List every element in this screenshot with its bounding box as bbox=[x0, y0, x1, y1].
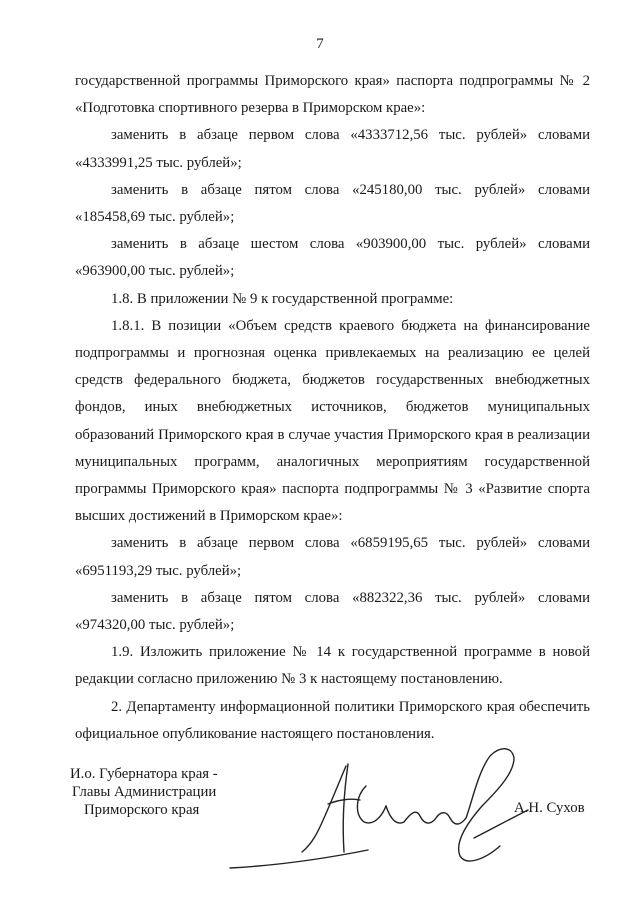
signatory-position-line: Приморского края bbox=[84, 802, 200, 818]
signature-stroke bbox=[386, 806, 466, 824]
signature-stroke bbox=[230, 850, 368, 868]
signature-stroke bbox=[459, 749, 514, 861]
signature-stroke bbox=[302, 766, 346, 852]
signatory-position bbox=[68, 765, 218, 819]
paragraph-replace-1: заменить в абзаце первом слова «4333712,56 тыс. рублей» словами «4333991,25 тыс. рублей»; bbox=[75, 127, 590, 171]
signatory-position-line: Главы Администрации bbox=[72, 784, 217, 800]
paragraph-replace-3: заменить в абзаце шестом слова «903900,00 тыс. рублей» словами «963900,00 тыс. рублей»; bbox=[75, 236, 590, 280]
page-number: 7 bbox=[316, 36, 324, 52]
paragraph-item-1-8-1: 1.8.1. В позиции «Объем средств краевого бюджета на финансирование подпрограммы и прогнозная оценка привлекаемых на реализацию ее целей средств федерального бюджета, бюджетов государственных внебюджетных фондов, иных внебюджетных источников, бюджетов муниципальных образований Приморского края в случае участия Приморского края в реализации муниципальных программ, аналогичных мероприятиям государственной программы Приморского края» паспорта подпрограммы № 3 «Развитие спорта высших достижений в Приморском крае»: bbox=[75, 317, 590, 525]
document-body bbox=[75, 68, 590, 748]
signatory-position-line: И.о. Губернатора края - bbox=[70, 766, 218, 782]
signature-stroke bbox=[343, 764, 348, 852]
handwritten-signature bbox=[228, 742, 544, 870]
paragraph-replace-5: заменить в абзаце пятом слова «882322,36 тыс. рублей» словами «974320,00 тыс. рублей»; bbox=[75, 589, 590, 634]
signatory-name: А.Н. Сухов bbox=[514, 800, 585, 816]
paragraph-item-1-9: 1.9. Изложить приложение № 14 к государственной программе в новой редакции согласно приложению № 3 к настоящему постановлению. bbox=[75, 644, 590, 688]
paragraph-replace-4: заменить в абзаце первом слова «6859195,65 тыс. рублей» словами «6951193,29 тыс. рублей»; bbox=[75, 535, 590, 579]
paragraph-item-1-8: 1.8. В приложении № 9 к государственной программе: bbox=[111, 290, 454, 307]
paragraph-replace-2: заменить в абзаце пятом слова «245180,00 тыс. рублей» словами «185458,69 тыс. рублей»; bbox=[75, 181, 590, 226]
paragraph-continuation: государственной программы Приморского края» паспорта подпрограммы № 2 «Подготовка спортивного резерва в Приморском крае»: bbox=[75, 73, 590, 117]
signature-stroke bbox=[357, 786, 386, 823]
paragraph-item-2: 2. Департаменту информационной политики Приморского края обеспечить официальное опубликование настоящего постановления. bbox=[75, 698, 590, 742]
